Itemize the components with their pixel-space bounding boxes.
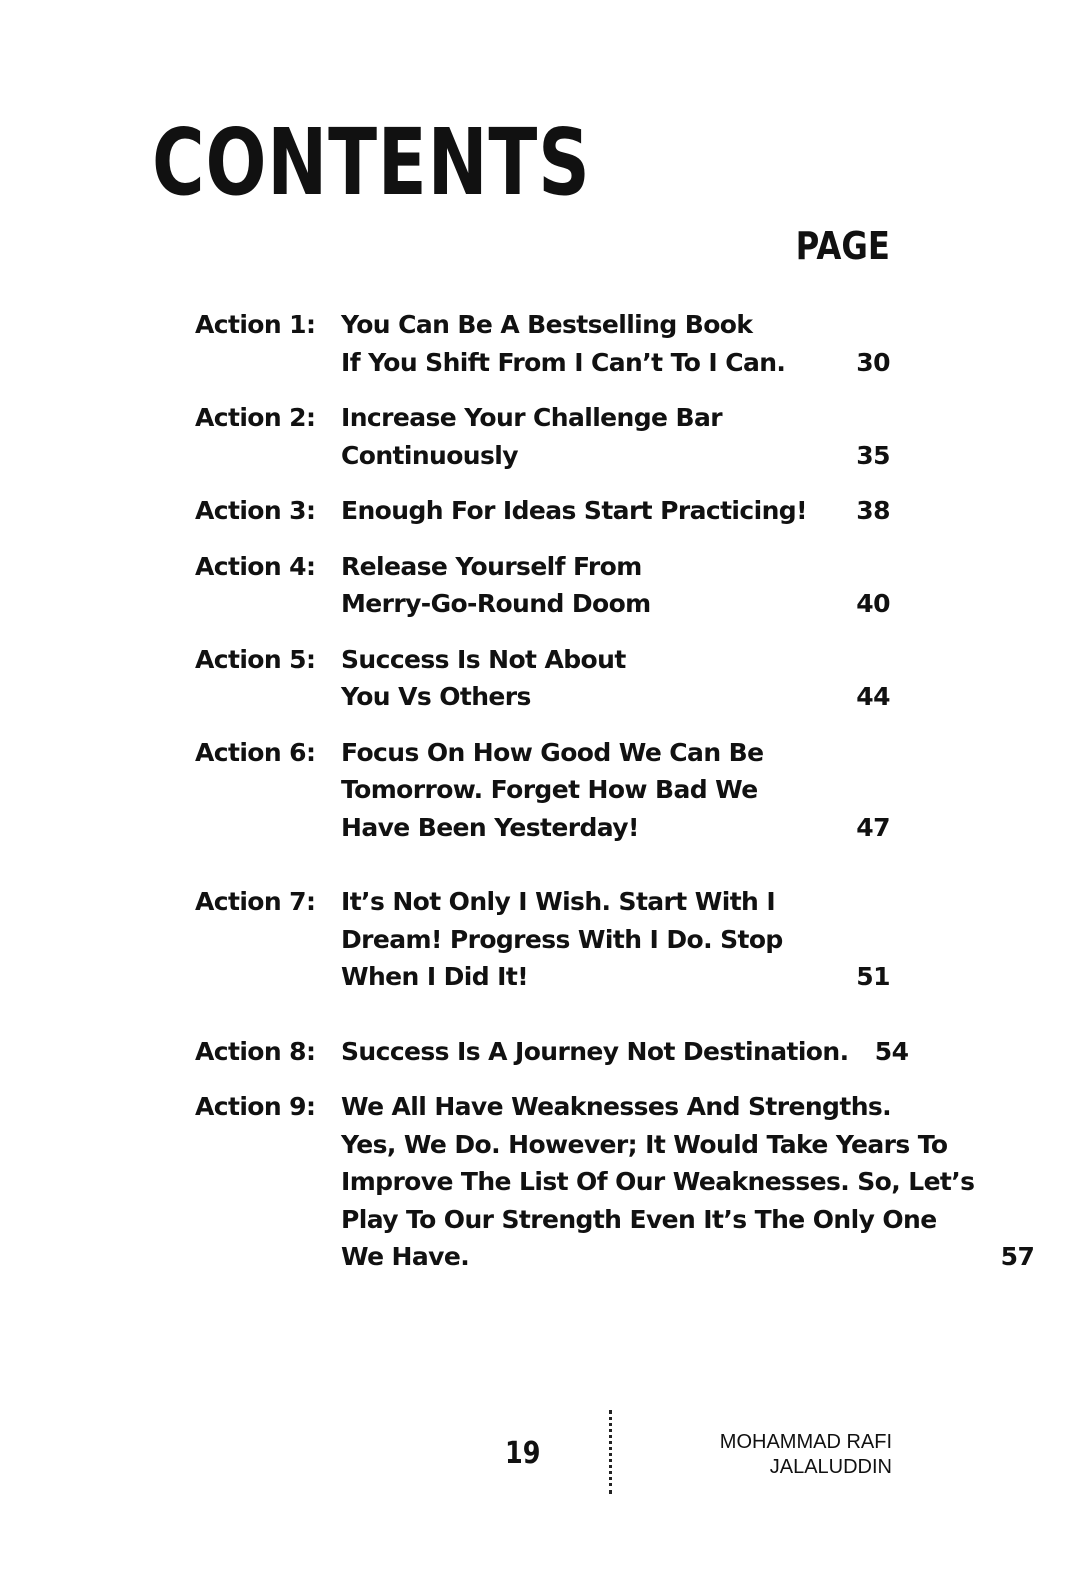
toc-entry-label: Action 6: bbox=[195, 737, 316, 767]
toc-entry-title-line: We All Have Weaknesses And Strengths. bbox=[341, 1092, 892, 1121]
toc-entry-7 bbox=[195, 883, 890, 996]
toc-entry-title bbox=[341, 1088, 974, 1276]
toc-entry-1 bbox=[195, 306, 890, 381]
toc-entry-6 bbox=[195, 734, 890, 847]
footer-divider bbox=[609, 1410, 612, 1494]
toc-entry-title-line: When I Did It! bbox=[341, 962, 529, 991]
toc-entry-title bbox=[341, 492, 830, 530]
toc-entry-title bbox=[341, 306, 830, 381]
toc-entry-title bbox=[341, 883, 830, 996]
toc-entry-label: Action 8: bbox=[195, 1036, 316, 1066]
toc-entry-9 bbox=[195, 1088, 1035, 1276]
toc-entry-title bbox=[341, 1033, 848, 1071]
toc-entry-title-line: Enough For Ideas Start Practicing! bbox=[341, 496, 807, 525]
toc-entry-title-line: Continuously bbox=[341, 440, 518, 470]
toc-entry-3 bbox=[195, 492, 890, 530]
toc-entry-label: Action 7: bbox=[195, 887, 316, 916]
toc-entry-page: 54 bbox=[874, 1036, 909, 1066]
toc-entry-title-line: Play To Our Strength Even It’s The Only One bbox=[341, 1204, 937, 1234]
toc-entry-title-line: Improve The List Of Our Weaknesses. So, Let’s bbox=[341, 1167, 975, 1196]
page-column-header: PAGE bbox=[795, 224, 890, 268]
toc-entry-8 bbox=[195, 1033, 909, 1071]
author-name-line: MOHAMMAD RAFI bbox=[719, 1431, 892, 1453]
author-name-line: JALALUDDIN bbox=[769, 1456, 892, 1478]
toc-entry-title-line: Dream! Progress With I Do. Stop bbox=[341, 924, 783, 954]
toc-entry-label: Action 4: bbox=[195, 551, 316, 581]
toc-entry-page: 44 bbox=[856, 682, 890, 711]
toc-entry-label: Action 3: bbox=[195, 496, 316, 525]
toc-entry-title-line: You Can Be A Bestselling Book bbox=[341, 310, 753, 339]
toc-entry-title-line: You Vs Others bbox=[341, 682, 531, 711]
toc-entry-title-line: If You Shift From I Can’t To I Can. bbox=[341, 347, 786, 377]
toc-entry-page: 51 bbox=[856, 962, 890, 991]
toc-entry-title-line: Release Yourself From bbox=[341, 551, 642, 581]
toc-entry-page: 57 bbox=[1000, 1242, 1035, 1271]
toc-entry-title-line: It’s Not Only I Wish. Start With I bbox=[341, 887, 776, 916]
toc-entry-title-line: Have Been Yesterday! bbox=[341, 812, 639, 842]
toc-entry-title-line: We Have. bbox=[341, 1242, 470, 1271]
toc-entry-page: 38 bbox=[856, 496, 890, 525]
page-title: CONTENTS bbox=[152, 109, 591, 216]
toc-entry-title-line: Focus On How Good We Can Be bbox=[341, 737, 764, 767]
toc-entry-title-line: Merry-Go-Round Doom bbox=[341, 589, 651, 618]
toc-entry-title-line: Yes, We Do. However; It Would Take Years To bbox=[341, 1129, 948, 1159]
toc-entry-title bbox=[341, 641, 830, 716]
toc-entry-title bbox=[341, 548, 830, 623]
toc-entry-label: Action 2: bbox=[195, 403, 316, 432]
toc-entry-5 bbox=[195, 641, 890, 716]
toc-entry-2 bbox=[195, 399, 890, 474]
toc-entry-title-line: Tomorrow. Forget How Bad We bbox=[341, 775, 758, 804]
toc-entry-title-line: Success Is A Journey Not Destination. bbox=[341, 1036, 849, 1066]
toc-entry-page: 40 bbox=[856, 589, 890, 618]
toc-entry-title-line: Success Is Not About bbox=[341, 644, 626, 674]
toc-entry-page: 30 bbox=[856, 347, 890, 377]
toc-entry-4 bbox=[195, 548, 890, 623]
author-name bbox=[720, 1430, 892, 1480]
page-number: 19 bbox=[505, 1436, 541, 1471]
toc-entry-page: 47 bbox=[856, 812, 890, 842]
toc-entry-label: Action 5: bbox=[195, 644, 316, 674]
table-of-contents bbox=[195, 306, 1035, 1294]
toc-entry-title-line: Increase Your Challenge Bar bbox=[341, 403, 722, 432]
toc-entry-title bbox=[341, 734, 830, 847]
toc-entry-label: Action 1: bbox=[195, 310, 316, 339]
toc-entry-page: 35 bbox=[856, 440, 890, 470]
toc-entry-title bbox=[341, 399, 830, 474]
toc-entry-label: Action 9: bbox=[195, 1092, 316, 1121]
